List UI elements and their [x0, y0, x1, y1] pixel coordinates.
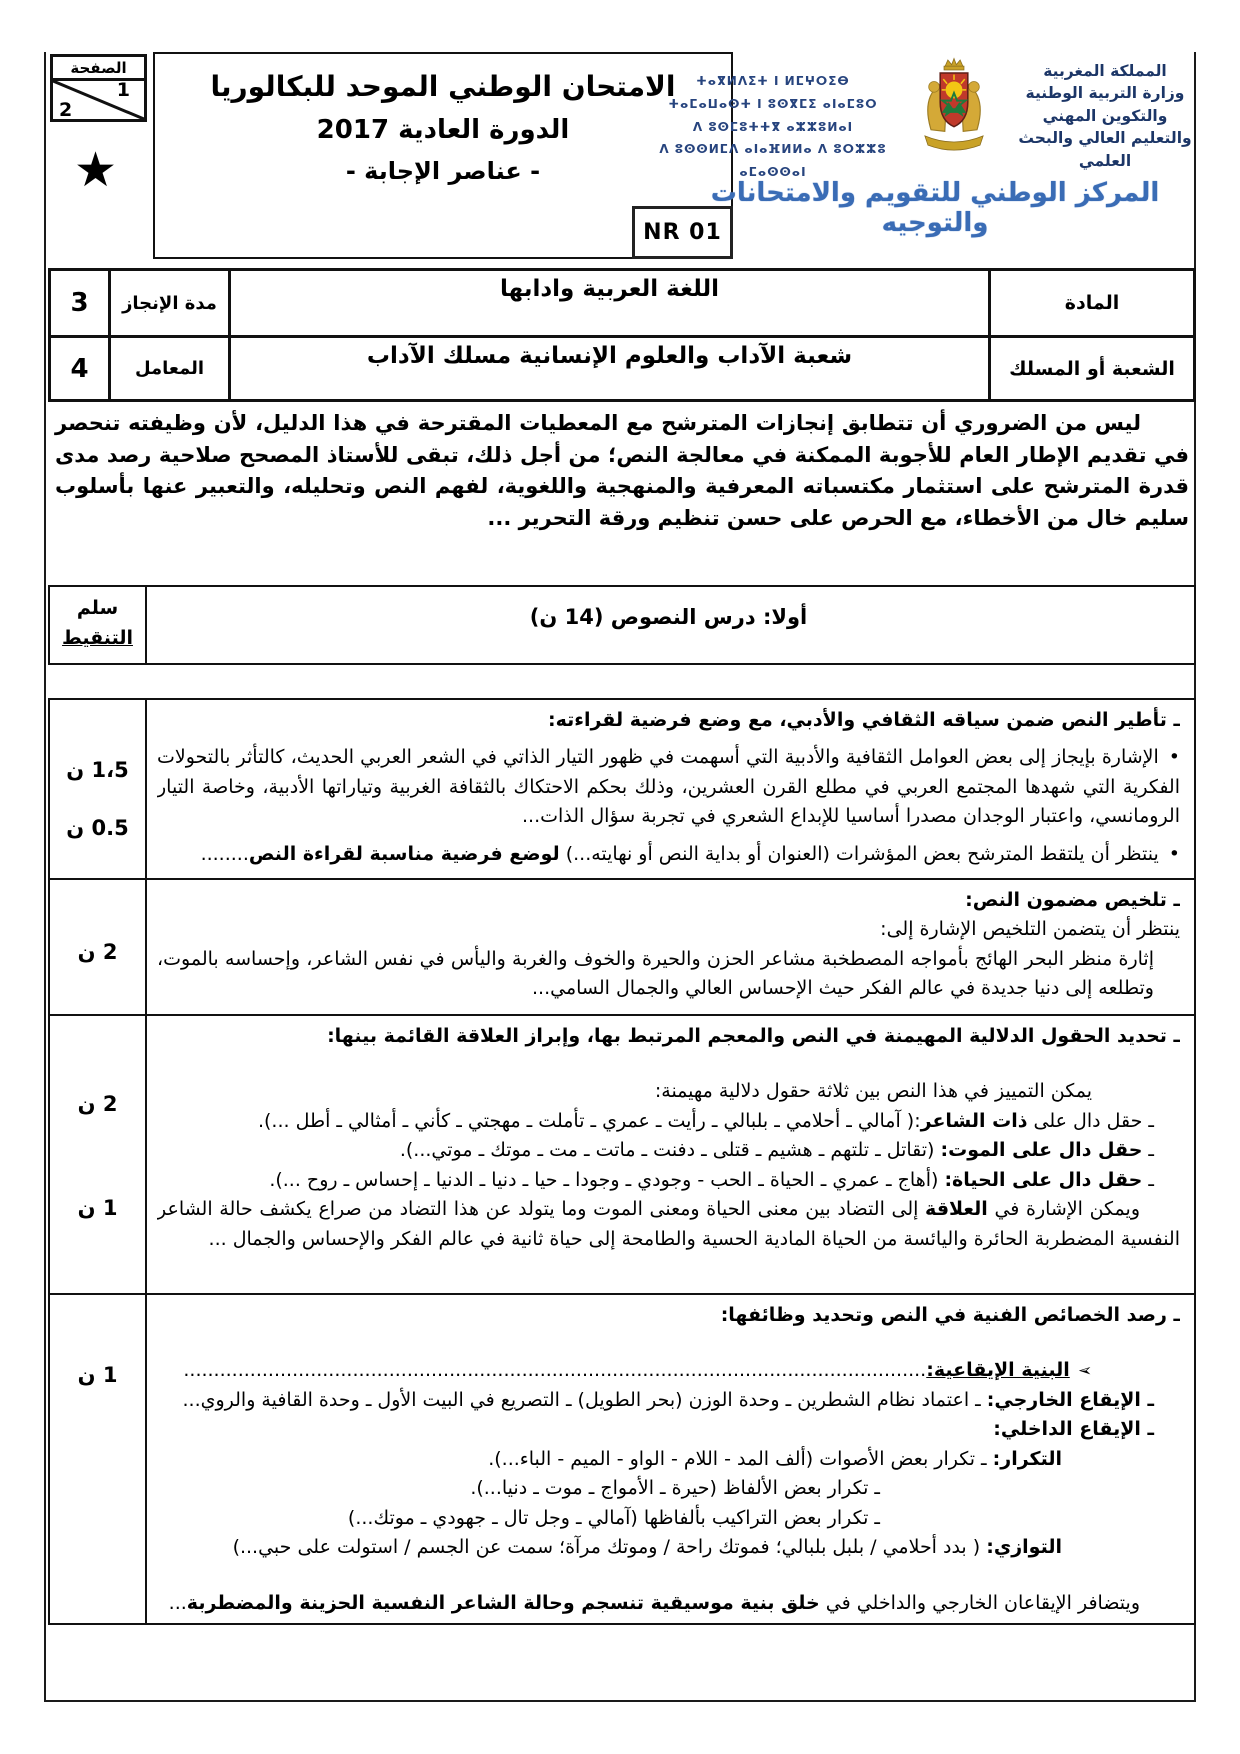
grader-notice: ليس من الضروري أن تتطابق إنجازات المترشح مع المعطيات المقترحة في هذا الدليل، لأن وظيفته تنحصر في تقديم الإطار العام للأجوبة الممكنة في معالجة النص؛ من أجل ذلك، تبقى للأستاذ المصحح صلاحية رصد مدى قدرة المترشح على استثمار مكتسباته المعرفية والمنهجية واللغوية، لفهم النص وتحليله، والتعبير عنها بأسلوب سليم خال من الأخطاء، مع الحرص على حسن تنظيم ورقة التحرير ... [55, 411, 1189, 530]
page-fraction [53, 81, 144, 119]
exam-session: الدورة العادية 2017 [316, 115, 570, 145]
ministry-line: والتكوين المهني [1042, 106, 1168, 125]
score-badge: 1،5 ن [66, 758, 129, 782]
score-column [50, 1016, 147, 1293]
score-column [50, 880, 147, 1014]
section-heading: ـ رصد الخصائص الفنية في النص وتحديد وظائفها: [720, 1304, 1180, 1326]
parallelism-text: ( بدد أحلامي / بلبل بلبالي؛ فموتك راحة / وموتك مرآة؛ سمت عن الجسم / استولت على حبي...) [232, 1536, 987, 1559]
field-text: (تقاتل ـ تلتهم ـ هشيم ـ قتلى ـ دفنت ـ ماتت ـ مت ـ موتك ـ موتي...). [399, 1139, 941, 1162]
score-badge: 0.5 ن [66, 816, 129, 840]
duration-label: مدة الإنجاز [111, 271, 231, 335]
evaluation-center-name: المركز الوطني للتقويم والامتحانات والتوجيه [710, 178, 1160, 238]
scale-label-line2: التنقيط [62, 627, 133, 650]
grading-header-box [48, 585, 1196, 665]
duration-value: 3 [51, 271, 111, 335]
closing-text: ... [168, 1591, 187, 1614]
kingdom-line: المملكة المغربية [1043, 62, 1167, 80]
section-framing [48, 698, 1196, 880]
rhythm-label: البنية الإيقاعية: [926, 1359, 1070, 1382]
external-rhythm-text: ـ اعتماد نظام الشطرين ـ وحدة الوزن (بحر الطويل) ـ التصريع في البيت الأول ـ وحدة القافية والروي... [182, 1388, 987, 1411]
section-summary [48, 880, 1196, 1016]
answer-bullet [157, 840, 1180, 869]
section-semantic-fields [48, 1016, 1196, 1295]
stream-label: الشعبة أو المسلك [1009, 357, 1175, 380]
section-heading: ـ تحديد الحقول الدلالية المهيمنة في النص والمعجم المرتبط بها، وإبراز العلاقة القائمة بينها: [327, 1025, 1180, 1047]
coefficient-label: المعامل [111, 338, 231, 399]
page-total: 2 [59, 99, 73, 121]
ministry-name-tifinagh [648, 70, 898, 184]
field-text: ـ [1142, 1168, 1154, 1191]
coefficient-value: 4 [51, 338, 111, 399]
table-row [51, 335, 1193, 399]
score-column [50, 700, 147, 878]
field-text: ـ حقل دال على [1027, 1109, 1154, 1132]
bullet-icon: • [1168, 746, 1180, 769]
star-icon: ★ [74, 142, 118, 198]
table-row [51, 271, 1193, 335]
scale-column-header [50, 587, 147, 663]
subject-info-table [48, 268, 1196, 402]
section-body: إثارة منظر البحر الهائج بأمواجه المصطخبة مشاعر الحزن والحيرة والخوف والغربة واليأس في نفس الشاعر، وإحساسه بالموت، وتطلعه إلى دنيا جديدة في عالم الفكر حيث الإحساس العالي والجمال السامي... [157, 947, 1154, 1000]
tifinagh-line: ⵜⴰⵎⴰⵡⴰⵙⵜ ⵏ ⵓⵙⴳⵎⵉ ⴰⵏⴰⵎⵓⵔ [668, 96, 878, 111]
section-heading: ـ تلخيص مضمون النص: [965, 889, 1180, 911]
parallelism-label: التوازي: [986, 1536, 1062, 1559]
exam-reference-code: NR 01 [632, 206, 733, 259]
field-item [157, 1136, 1180, 1165]
dots-leader: ........................................................................................................................... [183, 1359, 927, 1382]
ministry-line: والتعليم العالي والبحث العلمي [1018, 129, 1192, 170]
ministry-name-block [1015, 60, 1195, 172]
scale-label-line1: سلم [76, 597, 119, 619]
tifinagh-line: ⴷ ⵓⵙⵙⵍⵎⴷ ⴰⵏⴰⴼⵍⵍⴰ ⴷ ⵓⵔⵣⵣⵓ ⴰⵎⴰⵙⵙⴰⵏ [659, 142, 887, 180]
relation-label: العلاقة [925, 1198, 988, 1221]
arrow-bullet-icon: ➢ [1077, 1361, 1092, 1382]
field-text: ـ [1142, 1139, 1154, 1162]
tifinagh-line: ⵜⴰⴳⵍⴷⵉⵜ ⵏ ⵍⵎⵖⵔⵉⴱ [696, 74, 850, 88]
coat-of-arms-icon [908, 56, 1000, 160]
subject-label: المادة [1064, 292, 1120, 314]
external-rhythm-line [157, 1386, 1180, 1415]
relation-paragraph [157, 1195, 1180, 1254]
section-heading: ـ تأطير النص ضمن سياقه الثقافي والأدبي، مع وضع فرضية لقراءته: [547, 709, 1180, 731]
bullet-text: الإشارة بإيجاز إلى بعض العوامل الثقافية والأدبية التي أسهمت في ظهور التيار الذاتي في الشعر العربي الحديث، كالتأثر بالتحولات الفكرية التي شهدها المجتمع العربي في مطلع القرن العشرين، وذلك بحكم الاحتكاك بالثقافة الغربية وتياراتها الأدبية، وخاصة التيار الرومانسي، واعتبار الوجدان مصدرا أساسيا للإبداع الشعري في تجربة سؤال الذات... [157, 746, 1180, 828]
part-one-title: أولا: درس النصوص (14 ن) [529, 605, 808, 629]
field-label: حقل دال على الموت: [940, 1139, 1143, 1162]
closing-paragraph [157, 1589, 1180, 1618]
subject-value: اللغة العربية وادابها [231, 271, 991, 335]
page-label: الصفحة [53, 57, 144, 81]
stream-value: شعبة الآداب والعلوم الإنسانية مسلك الآداب [231, 338, 991, 399]
exam-title: الامتحان الوطني الموحد للبكالوريا [210, 70, 676, 103]
closing-text: ويتضافر الإيقاعان الخارجي والداخلي في [819, 1591, 1140, 1614]
field-text: (أهاج ـ عمري ـ الحياة ـ الحب - وجودي ـ وجودا ـ حيا ـ دنيا ـ الدنيا ـ إحساس ـ روح ...). [269, 1168, 945, 1191]
section-intro: ينتظر أن يتضمن التلخيص الإشارة إلى: [880, 918, 1180, 941]
parallelism-line [157, 1533, 1180, 1562]
page-current: 1 [116, 79, 130, 101]
relation-text: ويمكن الإشارة في [987, 1198, 1140, 1221]
field-label: حقل دال على الحياة: [944, 1168, 1143, 1191]
page-number-box [50, 54, 147, 122]
repetition-line [157, 1445, 1180, 1474]
field-item [157, 1166, 1180, 1195]
relation-text: إلى التضاد بين معنى الحياة ومعنى الموت وما يتولد عن هذا التضاد من صراع يكشف حالة الشاعر النفسية المضطربة الحائرة واليائسة من الحياة المادية الحسية والطامحة إلى حياة ثانية في عالم الفكر والإحساس والجمال ... [157, 1198, 1180, 1250]
repetition-line: ـ تكرار بعض التراكيب بألفاظها (آمالي ـ وجل تال ـ جهودي ـ موتك...) [347, 1506, 880, 1529]
answer-bullet [157, 743, 1180, 831]
repetition-label: التكرار: [992, 1447, 1062, 1470]
bullet-text: ينتظر أن يلتقط المترشح بعض المؤشرات (العنوان أو بداية النص أو نهايته...) [559, 842, 1159, 865]
repetition-line: ـ تكرار بعض الألفاظ (حيرة ـ الأمواج ـ موت ـ دنيا...). [470, 1477, 880, 1500]
closing-text-bold: خلق بنية موسيقية تنسجم وحالة الشاعر النفسية الحزينة والمضطربة [186, 1591, 820, 1614]
field-item [157, 1107, 1180, 1136]
exam-subtitle: - عناصر الإجابة - [345, 157, 541, 185]
section-intro: يمكن التمييز في هذا النص بين ثلاثة حقول دلالية مهيمنة: [654, 1080, 1092, 1103]
repetition-text: ـ تكرار بعض الأصوات (ألف المد - اللام - الواو - الميم - الباء...). [488, 1447, 993, 1470]
score-badge: 1 ن [77, 1196, 118, 1220]
external-rhythm-label: ـ الإيقاع الخارجي: [986, 1388, 1154, 1411]
score-badge: 2 ن [77, 940, 118, 964]
rhythm-structure-line [157, 1356, 1180, 1385]
field-text: :( آمالي ـ أحلامي ـ بلبالي ـ رأيت ـ عمري ـ تأملت ـ مهجتي ـ كأني ـ أمثالي ـ أطل ...). [257, 1109, 921, 1132]
tifinagh-line: ⴷ ⵓⵙⵎⵓⵜⵜⴳ ⴰⵣⵣⵓⵍⴰⵏ [692, 119, 854, 134]
dots-leader: ........ [200, 842, 249, 865]
bullet-icon: • [1168, 842, 1180, 865]
section-artistic-features [48, 1295, 1196, 1625]
internal-rhythm-line [157, 1415, 1180, 1444]
score-column [50, 1295, 147, 1623]
field-label: ذات الشاعر [920, 1109, 1028, 1132]
score-badge: 2 ن [77, 1092, 118, 1116]
bullet-text-bold: لوضع فرضية مناسبة لقراءة النص [248, 842, 560, 865]
score-badge: 1 ن [77, 1363, 118, 1387]
ministry-line: وزارة التربية الوطنية [1025, 84, 1185, 103]
internal-rhythm-label: ـ الإيقاع الداخلي: [993, 1418, 1154, 1441]
